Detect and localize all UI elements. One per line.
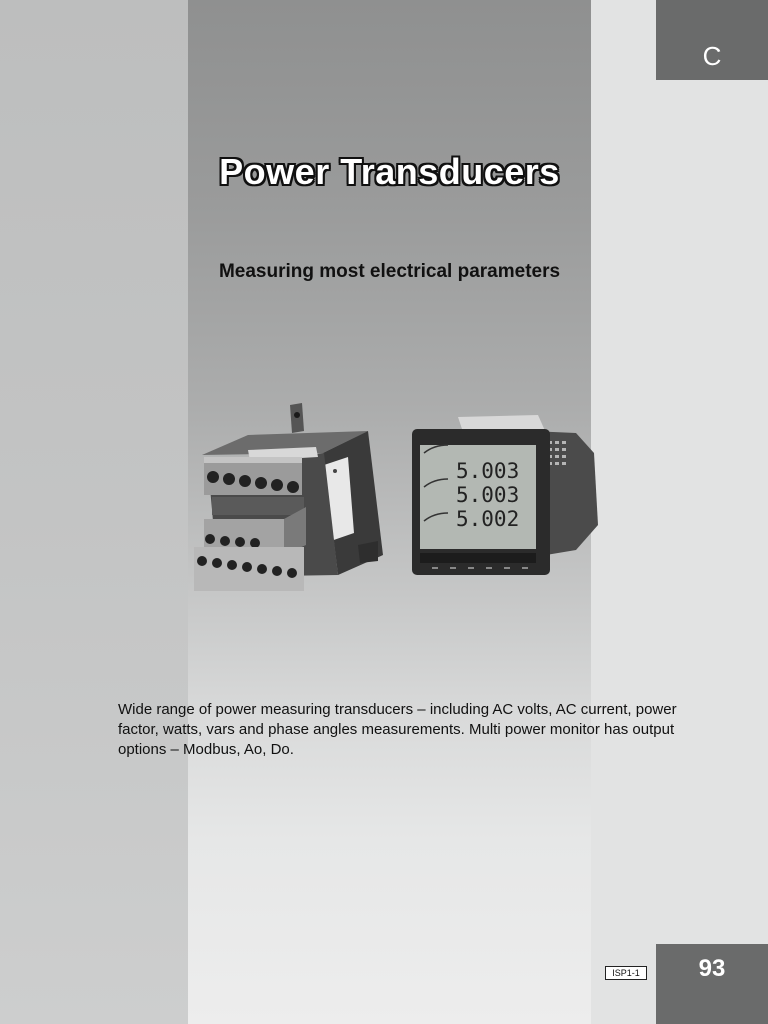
power-meter-image — [412, 415, 598, 575]
page-subtitle: Measuring most electrical parameters — [218, 261, 561, 282]
product-photo — [188, 395, 608, 600]
left-background-band — [0, 0, 190, 1024]
document-code: ISP1-1 — [605, 966, 647, 980]
section-tab — [656, 0, 768, 80]
right-background-band — [591, 0, 768, 1024]
page-number: 93 — [698, 955, 726, 982]
product-description: Wide range of power measuring transducers – including AC volts, AC current, power factor, watts, vars and phase angles measurements. Multi power monitor has output options – Modbus, Ao, Do. — [118, 701, 677, 758]
page-title: Power Transducers — [219, 151, 560, 192]
meter-display-line-1: 5.003 — [456, 459, 520, 483]
meter-display-line-2: 5.003 — [456, 483, 520, 507]
transducer-module-image — [194, 403, 383, 591]
page-number-tab — [656, 944, 768, 1024]
meter-display-line-3: 5.002 — [456, 507, 520, 531]
section-letter: C — [702, 41, 722, 71]
